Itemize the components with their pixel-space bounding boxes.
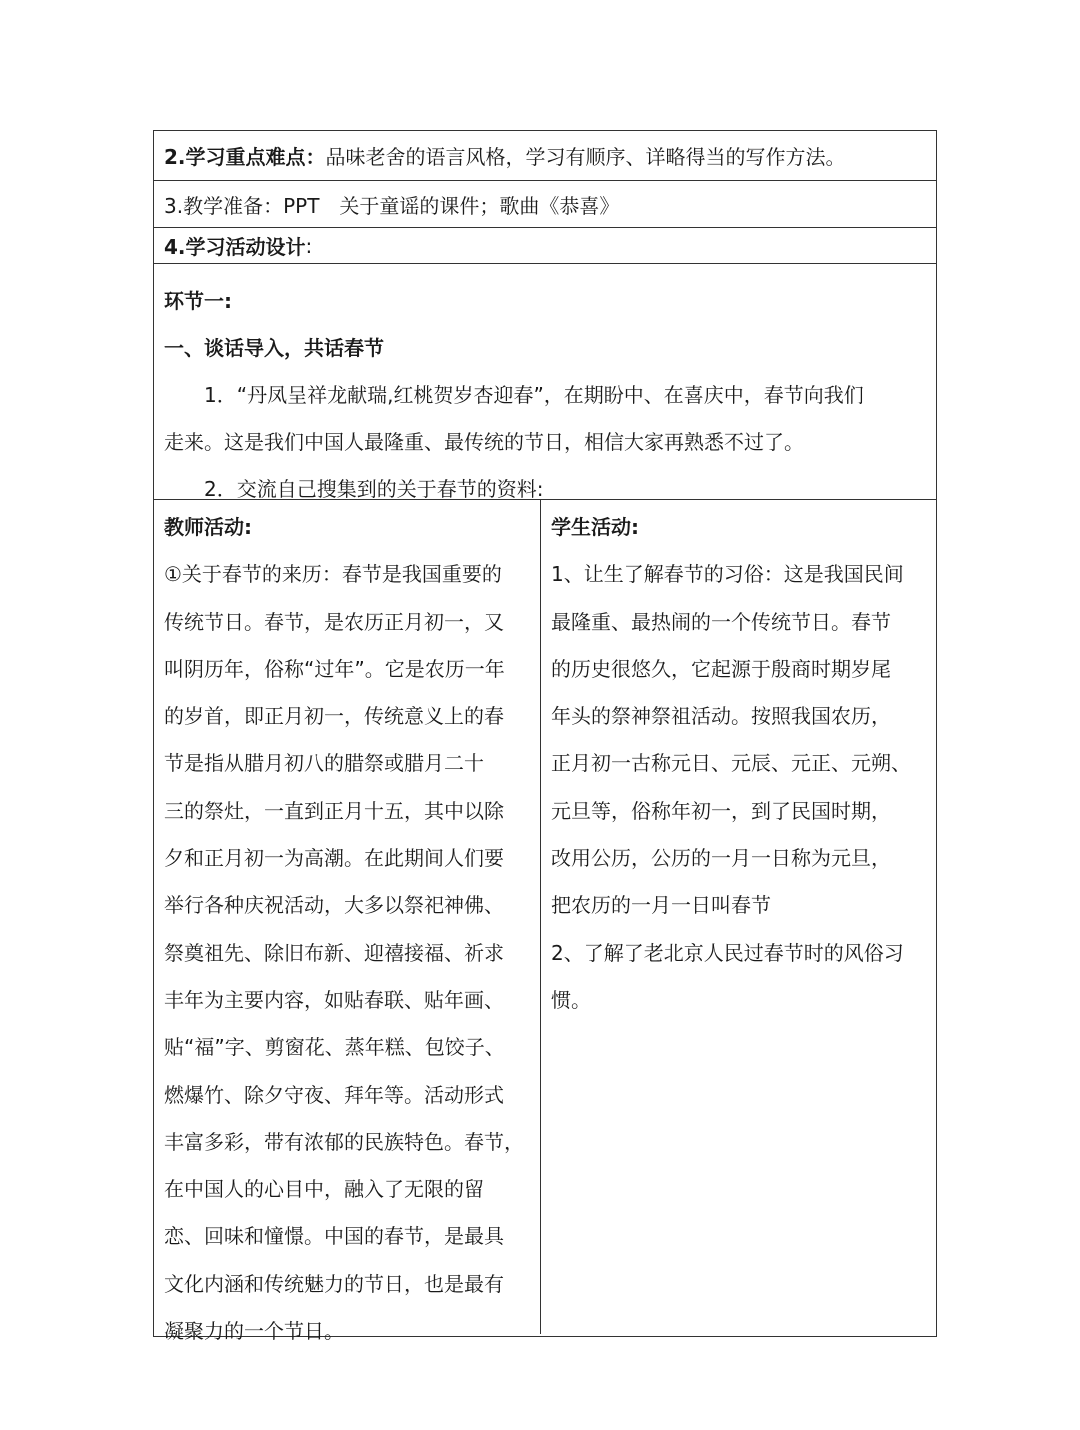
teacher-line: 三的祭灶，一直到正月十五，其中以除	[164, 798, 504, 823]
preparation-label: 3.教学准备：	[164, 193, 284, 218]
student-line: 1、让生了解春节的习俗：这是我国民间	[551, 562, 904, 587]
student-line: 最隆重、最热闹的一个传统节日。春节	[551, 609, 891, 634]
teacher-line: 恋、回味和憧憬。中国的春节，是最具	[164, 1224, 504, 1249]
intro-paragraph-2: 2．交流自己搜集到的关于春节的资料:	[204, 477, 544, 501]
teacher-line: 燃爆竹、除夕守夜、拜年等。活动形式	[164, 1082, 504, 1107]
teacher-activity-column	[154, 500, 541, 1344]
student-line: 2、了解了老北京人民过春节时的风俗习	[551, 940, 904, 965]
preparation-text: PPT 关于童谣的课件；歌曲《恭喜》	[283, 193, 620, 218]
student-activity-column	[541, 500, 936, 1334]
teacher-line: 叫阴历年，俗称“过年”。它是农历一年	[164, 656, 505, 681]
activity-design-colon: :	[305, 233, 313, 258]
student-line: 元旦等，俗称年初一，到了民国时期，	[551, 798, 891, 823]
teacher-line: 丰富多彩，带有浓郁的民族特色。春节，	[164, 1129, 524, 1154]
teacher-activity-title: 教师活动:	[164, 515, 252, 539]
teacher-line: 传统节日。春节，是农历正月初一，又	[164, 609, 504, 634]
intro-paragraph-line-2: 走来。这是我们中国人最隆重、最传统的节日，相信大家再熟悉不过了。	[164, 430, 804, 454]
teacher-line: ①关于春节的来历：春节是我国重要的	[164, 562, 502, 587]
intro-section	[154, 264, 936, 500]
teacher-line: 丰年为主要内容，如贴春联、贴年画、	[164, 987, 504, 1012]
key-points-row	[154, 131, 936, 181]
student-line: 把农历的一月一日叫春节	[551, 893, 771, 918]
student-line: 改用公历，公历的一月一日称为元旦，	[551, 846, 891, 871]
teacher-line: 凝聚力的一个节日。	[164, 1319, 344, 1344]
student-line: 的历史很悠久，它起源于殷商时期岁尾	[551, 656, 891, 681]
teacher-line: 文化内涵和传统魅力的节日，也是最有	[164, 1271, 504, 1296]
student-activity-title: 学生活动:	[551, 515, 639, 539]
student-line: 惯。	[551, 987, 591, 1012]
teacher-line: 节是指从腊月初八的腊祭或腊月二十	[164, 751, 484, 776]
key-points-label: 2.学习重点难点：	[164, 145, 326, 169]
teacher-line: 祭奠祖先、除旧布新、迎禧接福、祈求	[164, 940, 504, 965]
key-points-text: 品味老舍的语言风格，学习有顺序、详略得当的写作方法。	[325, 145, 846, 169]
student-line: 正月初一古称元日、元辰、元正、元朔、	[551, 751, 911, 776]
lesson-plan-table	[153, 130, 937, 1344]
student-line: 年头的祭神祭祖活动。按照我国农历，	[551, 704, 891, 729]
intro-paragraph-line-1: 1．“丹凤呈祥龙献瑞,红桃贺岁杏迎春”，在期盼中、在喜庆中，春节向我们	[204, 383, 864, 407]
activity-design-label: 4.学习活动设计	[164, 235, 306, 259]
teacher-line: 的岁首，即正月初一，传统意义上的春	[164, 704, 504, 729]
teacher-line: 夕和正月初一为高潮。在此期间人们要	[164, 846, 504, 871]
preparation-row	[154, 181, 936, 228]
teacher-line: 在中国人的心目中，融入了无限的留	[164, 1177, 484, 1202]
teacher-line: 举行各种庆祝活动，大多以祭祀神佛、	[164, 893, 504, 918]
activity-design-row	[154, 228, 936, 264]
section-heading: 一、谈话导入，共话春节	[164, 336, 384, 360]
step-title: 环节一:	[164, 289, 232, 313]
activities-columns	[154, 500, 936, 1344]
teacher-line: 贴“福”字、剪窗花、蒸年糕、包饺子、	[164, 1035, 505, 1060]
